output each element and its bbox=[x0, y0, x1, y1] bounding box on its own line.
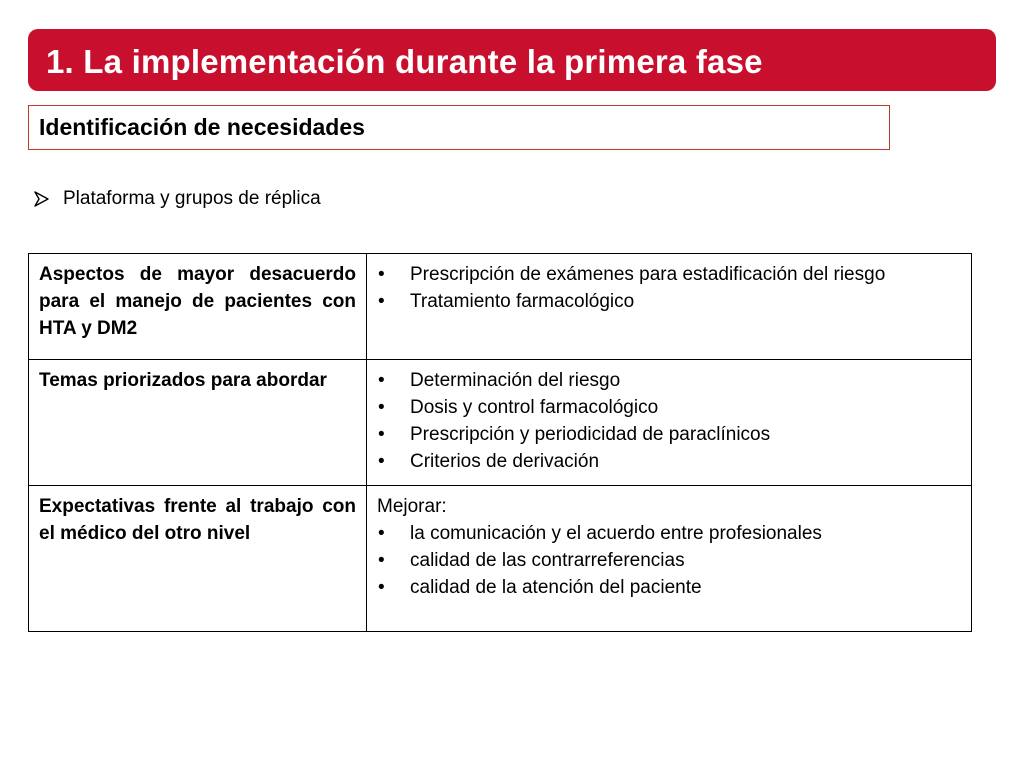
title-banner bbox=[28, 29, 996, 91]
row-lead-text: Mejorar: bbox=[377, 496, 447, 517]
row-content bbox=[367, 254, 972, 360]
list-item: • Prescripción de exámenes para estadificación del riesgo bbox=[378, 264, 886, 285]
row-label bbox=[29, 486, 367, 632]
subtitle-box bbox=[28, 105, 890, 150]
list-item-text: Dosis y control farmacológico bbox=[410, 397, 659, 418]
list-item: • calidad de la atención del paciente bbox=[378, 577, 702, 598]
list-item-text: Tratamiento farmacológico bbox=[410, 291, 635, 312]
arrow-bullet-icon bbox=[34, 191, 49, 207]
bullet-text: Plataforma y grupos de réplica bbox=[63, 188, 321, 209]
list-item: • la comunicación y el acuerdo entre profesionales bbox=[378, 523, 822, 544]
table-row bbox=[29, 486, 972, 632]
item-list bbox=[377, 367, 961, 475]
row-label bbox=[29, 360, 367, 486]
list-item-text: Criterios de derivación bbox=[410, 451, 600, 472]
list-item-text: calidad de las contrarreferencias bbox=[410, 550, 685, 571]
item-list bbox=[377, 261, 961, 315]
list-item: • Criterios de derivación bbox=[378, 451, 600, 472]
row-label bbox=[29, 254, 367, 360]
list-item-text: la comunicación y el acuerdo entre profesionales bbox=[410, 523, 822, 544]
list-item-text: Determinación del riesgo bbox=[410, 370, 621, 391]
row-label-text: Expectativas frente al trabajo con el médico del otro nivel bbox=[39, 496, 356, 544]
list-item-text: Prescripción y periodicidad de paraclínicos bbox=[410, 424, 771, 445]
row-content bbox=[367, 360, 972, 486]
slide-title: 1. La implementación durante la primera fase bbox=[46, 43, 763, 80]
needs-table bbox=[28, 253, 972, 632]
row-content bbox=[367, 486, 972, 632]
bullet-line bbox=[34, 188, 321, 210]
list-item: • calidad de las contrarreferencias bbox=[378, 550, 685, 571]
section-subtitle: Identificación de necesidades bbox=[39, 114, 365, 140]
table-row bbox=[29, 360, 972, 486]
list-item: • Determinación del riesgo bbox=[378, 370, 621, 391]
list-item-text: Prescripción de exámenes para estadificación del riesgo bbox=[410, 264, 886, 285]
list-item: • Tratamiento farmacológico bbox=[378, 291, 635, 312]
row-label-text: Aspectos de mayor desacuerdo para el manejo de pacientes con HTA y DM2 bbox=[39, 264, 356, 339]
list-item-text: calidad de la atención del paciente bbox=[410, 577, 702, 598]
row-label-text: Temas priorizados para abordar bbox=[39, 370, 327, 391]
item-list bbox=[377, 520, 961, 601]
list-item: • Dosis y control farmacológico bbox=[378, 397, 659, 418]
list-item: • Prescripción y periodicidad de paraclínicos bbox=[378, 424, 771, 445]
table-row bbox=[29, 254, 972, 360]
